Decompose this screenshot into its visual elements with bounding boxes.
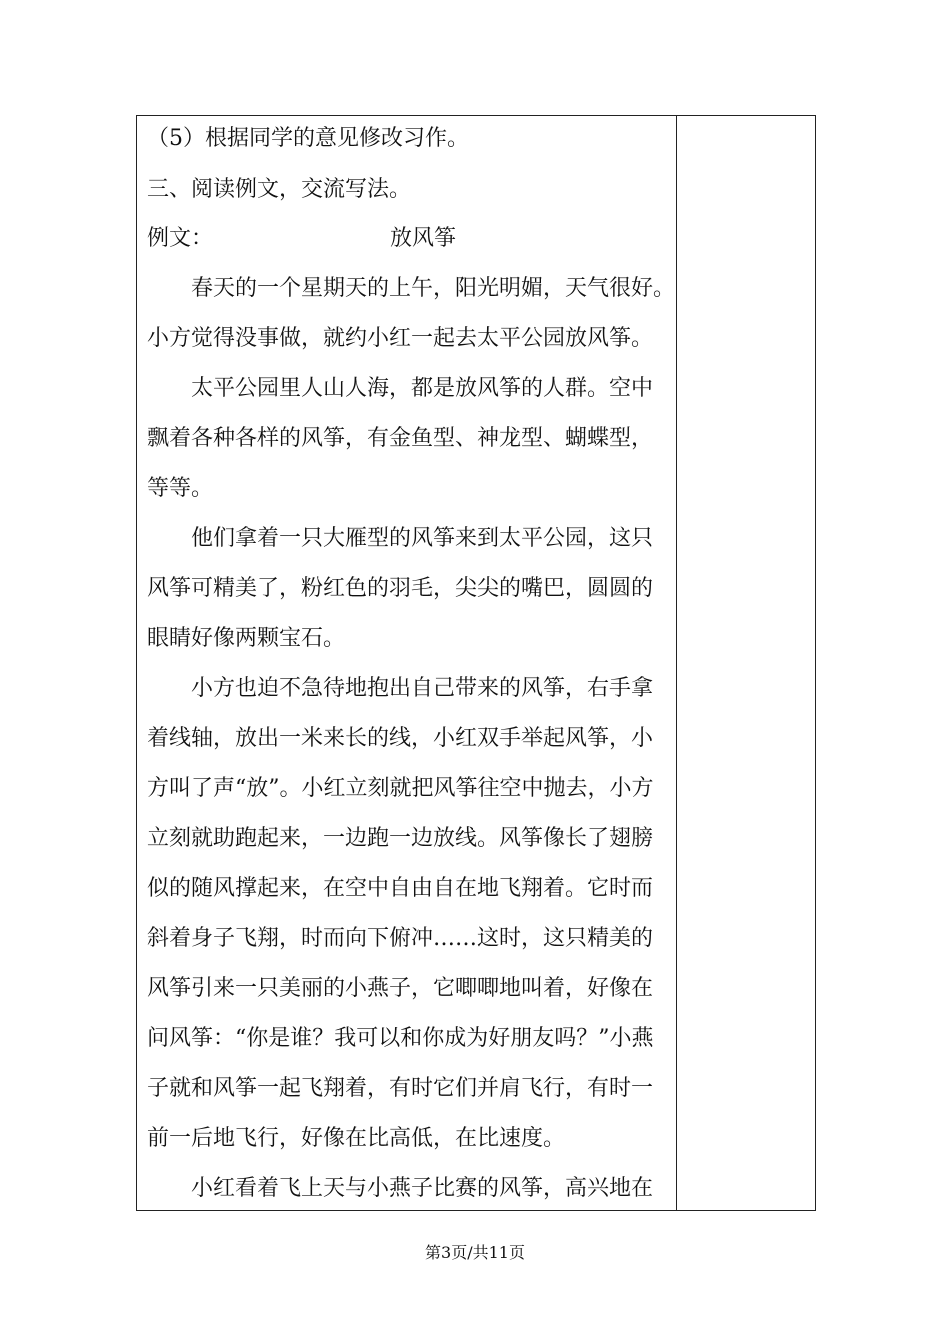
paragraph-line: 前一后地飞行，好像在比高低，在比速度。 [147, 1126, 566, 1151]
paragraph-line: 太平公园里人山人海，都是放风筝的人群。空中 [191, 376, 654, 401]
paragraph-line: 风筝可精美了，粉红色的羽毛，尖尖的嘴巴，圆圆的 [147, 576, 654, 601]
paragraph-line: 春天的一个星期天的上午，阳光明媚，天气很好。 [191, 276, 676, 301]
section-heading: 三、阅读例文，交流写法。 [147, 177, 412, 202]
paragraph-line: 似的随风撑起来，在空中自由自在地飞翔着。它时而 [147, 876, 654, 901]
paragraph-line: 小方也迫不急待地抱出自己带来的风筝，右手拿 [191, 676, 654, 701]
example-label: 例文： [147, 226, 214, 251]
document-table [136, 115, 816, 1211]
paragraph-line: 小方觉得没事做，就约小红一起去太平公园放风筝。 [147, 326, 654, 351]
paragraph-line: 飘着各种各样的风筝，有金鱼型、神龙型、蝴蝶型， [147, 426, 654, 451]
paragraph-line: 子就和风筝一起飞翔着，有时它们并肩飞行，有时一 [147, 1076, 654, 1101]
paragraph-line: 立刻就助跑起来，一边跑一边放线。风筝像长了翅膀 [147, 826, 654, 851]
paragraph-line: 着线轴，放出一米来长的线，小红双手举起风筝，小 [147, 726, 654, 751]
paragraph-line: 等等。 [147, 476, 214, 501]
paragraph-line: 他们拿着一只大雁型的风筝来到太平公园，这只 [191, 526, 654, 551]
paragraph-line: 小红看着飞上天与小燕子比赛的风筝，高兴地在 [191, 1176, 654, 1201]
paragraph-line: 眼睛好像两颗宝石。 [147, 626, 346, 651]
column-divider [676, 116, 677, 1210]
page-footer: 第3页/共11页 [425, 1243, 525, 1262]
paragraph-line: 斜着身子飞翔，时而向下俯冲……这时，这只精美的 [147, 926, 654, 951]
paragraph-line: 问风筝：“你是谁？我可以和你成为好朋友吗？”小燕 [147, 1026, 654, 1051]
text-line: （5）根据同学的意见修改习作。 [147, 126, 469, 151]
example-title: 放风筝 [390, 226, 457, 251]
paragraph-line: 方叫了声“放”。小红立刻就把风筝往空中抛去，小方 [147, 776, 654, 801]
paragraph-line: 风筝引来一只美丽的小燕子，它唧唧地叫着，好像在 [147, 976, 654, 1001]
